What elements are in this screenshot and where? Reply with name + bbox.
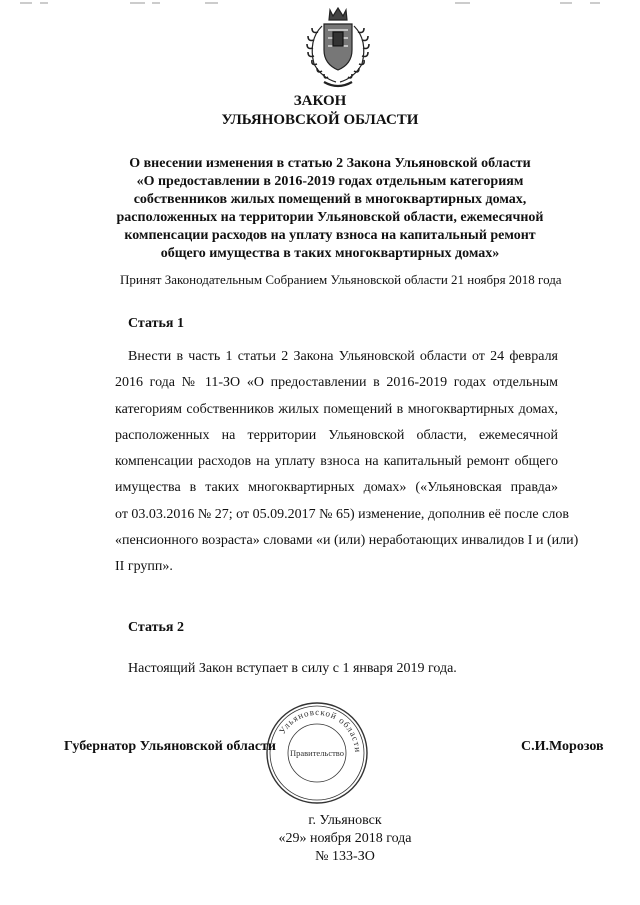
article-1-line: II групп».: [115, 559, 173, 575]
official-seal-icon: [262, 698, 372, 808]
article-1-heading: Статья 1: [128, 316, 184, 331]
law-title-line1: ЗАКОН: [293, 93, 347, 109]
governor-name: С.И.Морозов: [521, 739, 604, 754]
subject-line: компенсации расходов на уплату взноса на капитальный ремонт: [124, 228, 536, 243]
coat-of-arms-icon: [300, 6, 376, 92]
article-1-body: [115, 344, 579, 581]
subject-line: расположенных на территории Ульяновской области, ежемесячной: [116, 210, 544, 225]
law-subject: [95, 155, 565, 263]
law-title-line2: УЛЬЯНОВСКОЙ ОБЛАСТИ: [221, 112, 419, 128]
adoption-note: Принят Законодательным Собранием Ульяновской области 21 ноября 2018 года: [120, 272, 562, 287]
article-1-line: 2016 года № 11-ЗО «О предоставлении в 2016-2019 годах отдельным: [115, 375, 558, 391]
article-1-line: «пенсионного возраста» словами «и (или) неработающих инвалидов I и (или): [115, 533, 579, 549]
article-1-line: имущества в таких многоквартирных домах» («Ульяновская правда»: [115, 480, 558, 496]
law-title: [0, 92, 640, 130]
article-1-line: Внести в часть 1 статьи 2 Закона Ульяновской области от 24 февраля: [128, 349, 558, 364]
seal-ring-text: Ульяновской области: [276, 706, 364, 754]
article-1-line: расположенных на территории Ульяновской области, ежемесячной: [115, 427, 558, 443]
subject-line: «О предоставлении в 2016-2019 годах отдельным категориям: [136, 174, 524, 189]
seal-center-text: Правительство: [289, 748, 345, 758]
article-1-line: компенсации расходов на уплату взноса на капитальный ремонт общего: [115, 454, 558, 470]
subject-line: собственников жилых помещений в многоквартирных домах,: [133, 192, 527, 207]
issue-date: «29» ноября 2018 года: [278, 831, 412, 846]
article-2-heading: Статья 2: [128, 620, 184, 635]
article-1-line: от 03.03.2016 № 27; от 05.09.2017 № 65) изменение, дополнив её после слов: [115, 506, 569, 522]
governor-title: Губернатор Ульяновской области: [64, 739, 276, 754]
issue-city: г. Ульяновск: [308, 813, 382, 828]
article-2-text: Настоящий Закон вступает в силу с 1 января 2019 года.: [128, 661, 457, 676]
svg-text:Ульяновской области: [277, 707, 363, 753]
issue-place-date: [250, 812, 440, 866]
subject-line: О внесении изменения в статью 2 Закона Ульяновской области: [129, 156, 531, 171]
law-number: № 133-ЗО: [315, 849, 375, 864]
article-1-line: категориям собственников жилых помещений в многоквартирных домах,: [115, 401, 558, 417]
subject-line: общего имущества в таких многоквартирных домах»: [160, 246, 500, 261]
